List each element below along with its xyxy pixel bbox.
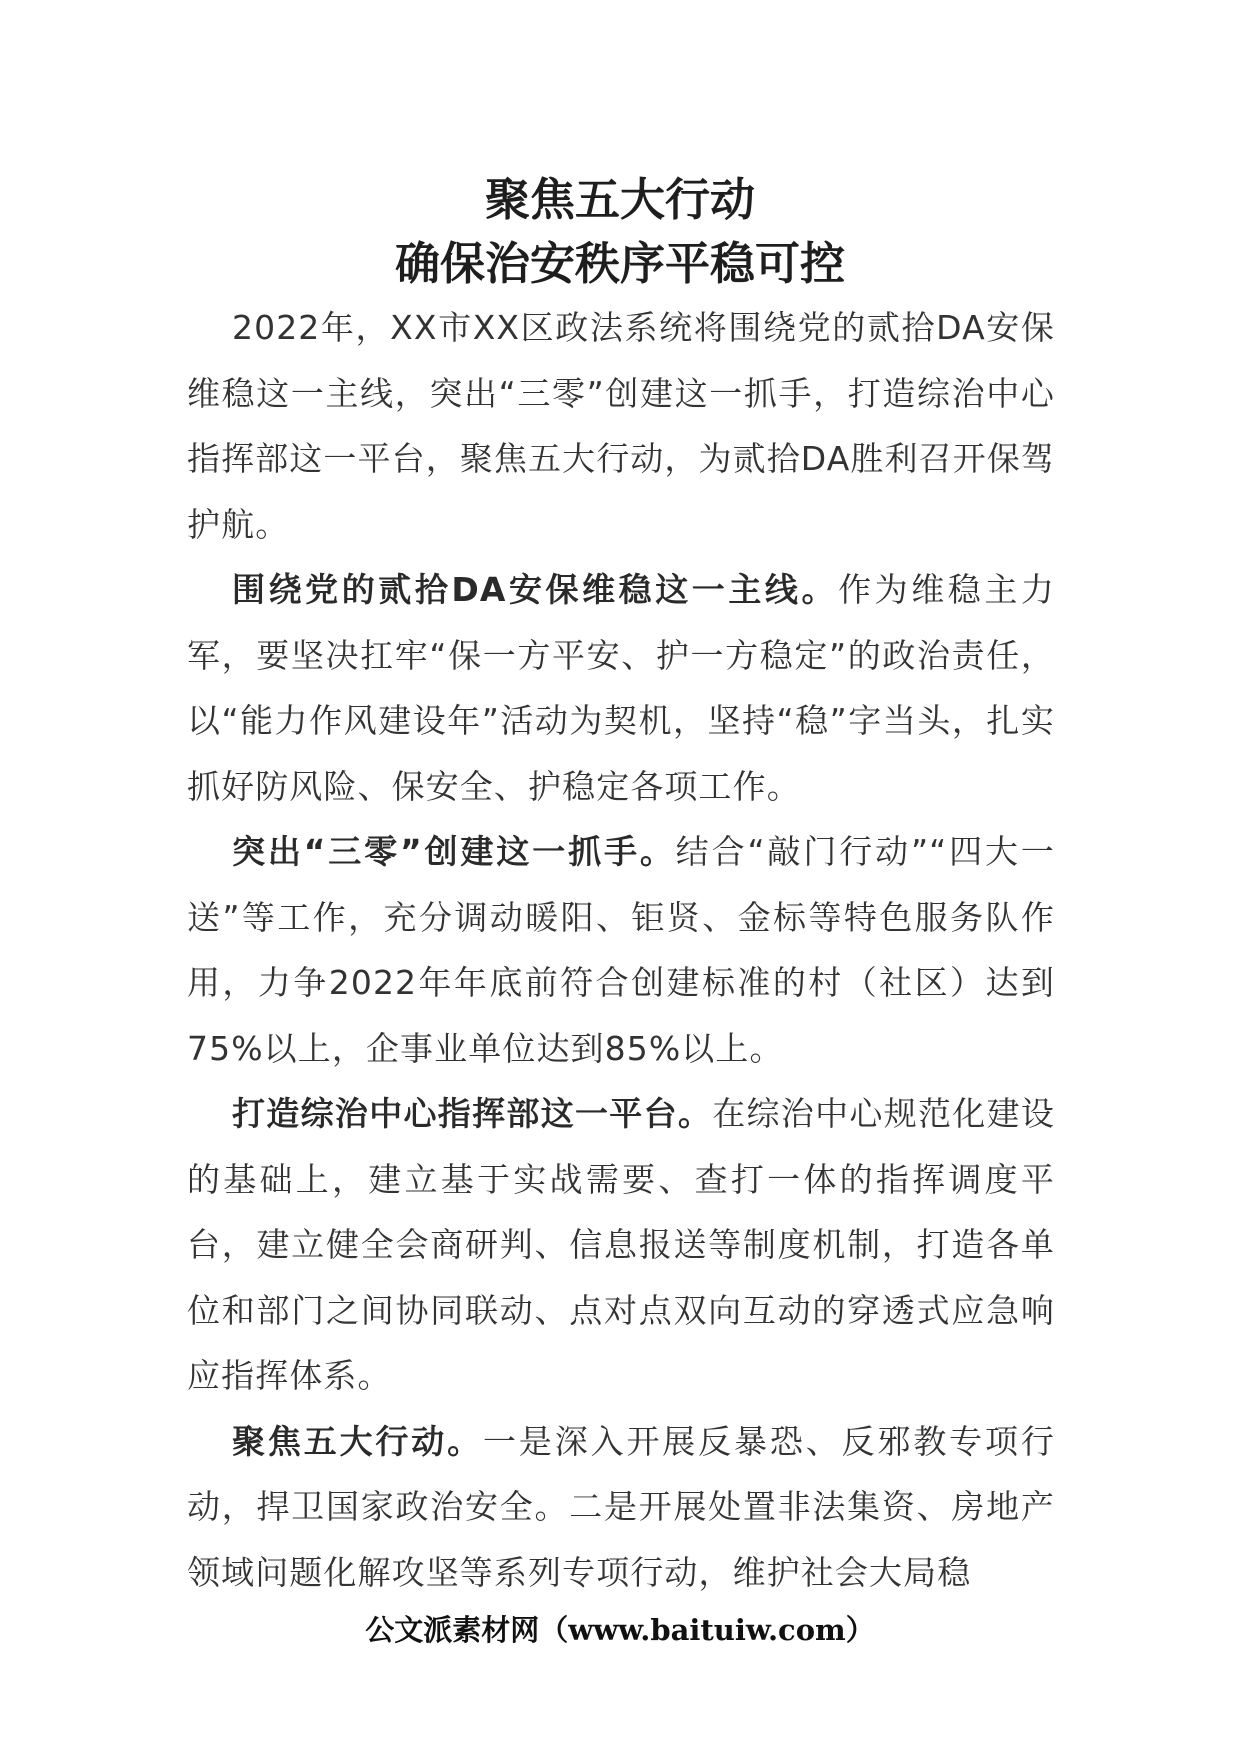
paragraph-text: 结合“敲门行动”“四大一送”等工作，充分调动暖阳、钜贤、金标等特色服务队作用，力争2022年年底前符合创建标准的村（社区）达到75%以上，企事业单位达到85%以上。 — [187, 832, 1055, 1068]
paragraph-text: 作为维稳主力军，要坚决扛牢“保一方平安、护一方稳定”的政治责任，以“能力作风建设年”活动为契机，坚持“稳”字当头，扎实抓好防风险、保安全、护稳定各项工作。 — [187, 570, 1055, 806]
footer-watermark: 公文派素材网（www.baituiw.com） — [365, 1613, 875, 1647]
paragraph-main-line — [187, 557, 1055, 819]
paragraph-lead: 突出“三零”创建这一抓手。 — [232, 832, 676, 871]
paragraph-five-actions — [187, 1409, 1055, 1606]
paragraph-intro — [187, 295, 1055, 557]
paragraph-lead: 围绕党的贰拾DA安保维稳这一主线。 — [232, 570, 839, 609]
paragraph-three-zero — [187, 819, 1055, 1081]
paragraph-text: 一是深入开展反暴恐、反邪教专项行动，捍卫国家政治安全。二是开展处置非法集资、房地产领域问题化解攻坚等系列专项行动，维护社会大局稳 — [187, 1421, 1055, 1592]
document-body — [187, 295, 1055, 1605]
paragraph-text: 2022年，XX市XX区政法系统将围绕党的贰拾DA安保维稳这一主线，突出“三零”创建这一抓手，打造综治中心指挥部这一平台，聚焦五大行动，为贰拾DA胜利召开保驾护航。 — [187, 308, 1056, 544]
paragraph-lead: 打造综治中心指挥部这一平台。 — [232, 1094, 713, 1133]
paragraph-text: 在综治中心规范化建设的基础上，建立基于实战需要、查打一体的指挥调度平台，建立健全会商研判、信息报送等制度机制，打造各单位和部门之间协同联动、点对点双向互动的穿透式应急响应指挥体系。 — [187, 1094, 1056, 1395]
document-title-line-2: 确保治安秩序平稳可控 — [394, 237, 845, 290]
document-title-line-1: 聚焦五大行动 — [484, 173, 755, 226]
paragraph-lead: 聚焦五大行动。 — [232, 1421, 484, 1461]
paragraph-command-platform — [187, 1081, 1055, 1409]
